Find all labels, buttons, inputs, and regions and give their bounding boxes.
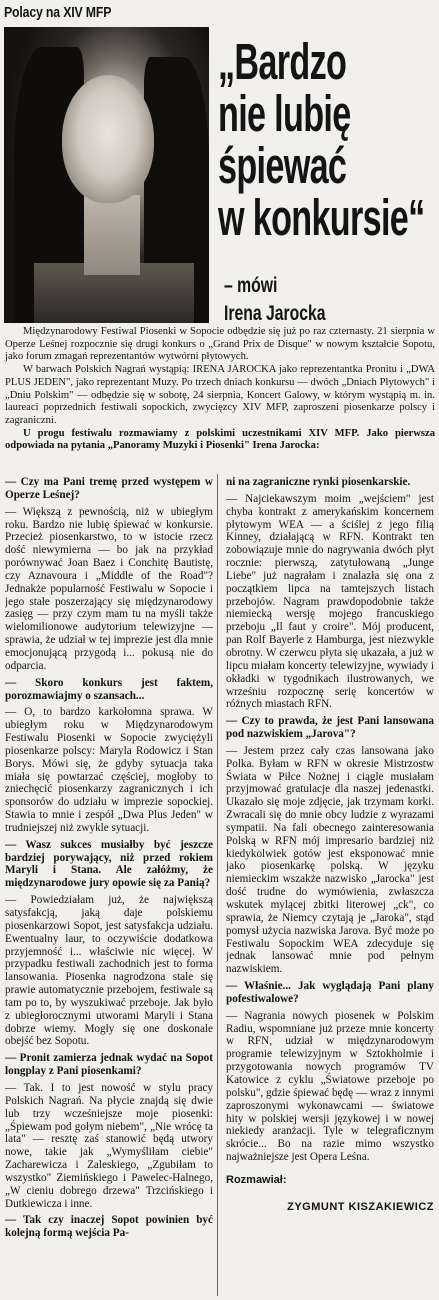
interview-column-right: [226, 472, 434, 1292]
question: — Właśnie... Jak wyglądają Pani plany pofestiwalowe?: [226, 980, 434, 1005]
headline-line: „Bardzo: [218, 33, 347, 90]
speaker-credit: [224, 272, 382, 328]
headline-line: nie lubię: [218, 85, 351, 142]
answer: — Najciekawszym moim „wejściem" jest chyba kontrakt z amerykańskim koncernem płytowym WEA — a ściślej z jego filią Kinney, działającą w RFN. Kontrakt ten zobowiązuje mnie do nagrywania dwóch płyt rocznie: pierwszą, zatytułowaną „Junge Liebe" już nagrałam i znalazła się ona z początkiem lipca na tamtejszych listach przebojów. Nagram prawdopodobnie także niemiecką wersję mojego francuskiego przeboju „Il faut y croire". Mój producent, pan Rolf Bayerle z Hamburga, jest niezwykle obrotny. W czerwcu płyta się ukazała, a już w lipcu miałam koncerty telewizyjne, wywiady i okładki w tygodnikach ilustrowanych, we wrześniu rozpocznę serię koncertów w różnych miastach RFN.: [226, 492, 434, 711]
interview-column-left: [5, 472, 213, 1292]
question: — Czy to prawda, że jest Pani lansowana pod nazwiskiem „Jarova"?: [226, 715, 434, 741]
signature-name: ZYGMUNT KISZAKIEWICZ: [287, 1200, 434, 1213]
question: — Wasz sukces musiałby być jeszcze bardziej porywający, niż przed rokiem Maryli i Stana. Ale załóżmy, że międzynarodowe jury opowie się za Panią?: [5, 838, 213, 890]
question: — Tak czy inaczej Sopot powinien być kolejną formą wejścia Pa-: [5, 1214, 213, 1240]
photo-face: [62, 75, 154, 203]
answer: — Większą z pewnością, niż w ubiegłym roku. Bardzo nie lubię śpiewać w konkursie. Przecież piosenkarstwo, to w istocie rzecz dość niewymierna — bo jak na przykład porównywać Joan Baez i Conchitę Bautistę, czy Aznavoura i „Middle of the Road"? Jednakże popularność Festiwalu w Sopocie i jego stałe poszerzający się międzynarodowy zasięg — przy czym mam tu na myśli także wielomilionowe audytorium telewizyjne — sprawia, że udział w tej imprezie jest dla mnie emocjonującą przygodą i... pokusą nie do odparcia.: [5, 505, 213, 672]
portrait-photo: [4, 27, 209, 323]
answer: — O, to bardzo karkołomna sprawa. W ubiegłym roku w Międzynarodowym Festiwalu Piosenki w Sopocie zwyciężyli piosenkarze polscy: Maryla Rodowicz i Stan Borys. Mówi się, że gdyby sytuacja taka miała się powtarzać częściej, mogłoby to zniechęcić piosenkarzy zagranicznych i ich sponsorów do udziału w imprezie sopockiej. Stawia to mnie i zespół „Dwa Plus Jeden" w trudniejszej niż zwykle sytuacji.: [5, 706, 213, 834]
answer: — Powiedziałam już, że największą satysfakcją, jaką daje polskiemu piosenkarzowi Sopot, jest satysfakcja udziału. Ewentualny laur, to oczywiście dodatkowa przyjemność i... właściwie nic więcej. W przypadku festiwali zachodnich jest to forma lansowania. Piosenka nagrodzona stale się prawie automatycznie przebojem, festiwale są tam po to, by wyszukiwać przeboje. Jak było z ubiegłorocznymi utworami Maryli i Stana dobrze wiemy. Mogły się one doskonale obejść bez Sopotu.: [5, 894, 213, 1048]
question: — Pronit zamierza jednak wydać na Sopot longplay z Pani piosenkami?: [5, 1052, 213, 1078]
speaker-name: Irena Jarocka: [224, 302, 326, 325]
headline-line: śpiewać: [218, 137, 347, 194]
headline: [218, 33, 425, 246]
answer: — Tak. I to jest nowość w stylu pracy Polskich Nagrań. Na płycie znajdą się dwie lub trzy wcześniejsze moje piosenki: „Śpiewam pod gołym niebem", „Nie wrócę ta lata" — resztę zaś stanowić będą utwory nowe, takie jak „Wymyśliłam ciebie" Zacharewicza i Zaleskiego, „Zgubiłam to wszystko" Ziemińskiego i Pawelec-Halnego, „W cieniu dobrego drzewa" Trzcińskiego i Dutkiewicza i inne.: [5, 1081, 213, 1210]
intro-text: [5, 326, 435, 453]
intro-paragraph: U progu festiwalu rozmawiamy z polskimi uczestnikami XIV MFP. Jako pierwsza odpowiada na pytania „Panoramy Muzyki i Piosenki" Irena Jarocka:: [5, 427, 435, 452]
photo-neck: [84, 195, 140, 275]
section-header: Polacy na XIV MFP: [4, 4, 112, 21]
column-divider: [217, 474, 218, 1296]
intro-paragraph: W barwach Polskich Nagrań wystąpią: IRENA JAROCKA jako reprezentantka Pronitu i „DWA PLUS JEDEN", jako reprezentant Muzy. Po trzech dniach konkursu — dwóch „Dniach Płytowych" i „Dniu Polskim" — odbędzie się w sobotę, 24 sierpnia, Koncert Galowy, w którym wystąpią m. in. laureaci poprzednich festiwali sopockich, zwycięzcy XIV MFP, zaproszeni piosenkarze polscy i zagraniczni.: [5, 364, 435, 426]
speaker-says: – mówi: [224, 274, 278, 297]
headline-line: w konkursie“: [218, 189, 425, 246]
answer: — Jestem przez cały czas lansowana jako Polka. Byłam w RFN w okresie Mistrzostw Świata w Piłce Nożnej i ciągle musiałam przyjmować gratulacje dla naszej jedenastki. Ukazało się moje zdjęcie, jak trzymam korki. Zwracali się do mnie obcy ludzie z wyrazami sympatii. Na fali obecnego zainteresowania Polską w RFN mój impresario bardziej niż kiedykolwiek gotów jest eksponować mnie jako piosenkarkę polską. W języku niemieckim wszakże nazwisko „Jarocka" jest dość trudne do wymówienia, zwłaszcza wskutek mylącej zbitki literowej „ck", co sprawia, że Niemcy czytają je „Jaroka", stąd pomysł użycia nazwiska Jarova. Być może po Festiwalu Sopockim WEA zdecyduje się jednak lansować mnie pod pełnym nazwiskiem.: [226, 744, 434, 976]
signature-label: Rozmawiał:: [226, 1173, 287, 1186]
question: ni na zagraniczne rynki piosenkarskie.: [226, 476, 411, 488]
question: — Czy ma Pani tremę przed występem w Operze Leśnej?: [5, 476, 213, 501]
answer: — Nagrania nowych piosenek w Polskim Radiu, wspomniane już przeze mnie koncerty w RFN, udział w międzynarodowym programie telewizyjnym w Sztokholmie i przygotowania nowych programów TV Katowice z cyklu „Światowe przeboje po polsku", gdzie śpiewać będę — wraz z innymi zaproszonymi wykonawcami — światowe hity w polskiej wersji językowej i w nowej niekiedy aranżacji. Tyle w telegraficznym skrócie... Bo na razie mimo wszystko najważniejsze jest Opera Leśna.: [226, 1009, 434, 1164]
intro-paragraph: Międzynarodowy Festiwal Piosenki w Sopocie odbędzie się już po raz czternasty. 21 sierpnia w Operze Leśnej rozpocznie się drugi konkurs o „Grand Prix de Disque" w nowym kształcie Sopotu, jako forum zmagań reprezentantów wytwórni płytowych.: [5, 326, 435, 363]
question: — Skoro konkurs jest faktem, porozmawiajmy o szansach...: [5, 676, 213, 702]
